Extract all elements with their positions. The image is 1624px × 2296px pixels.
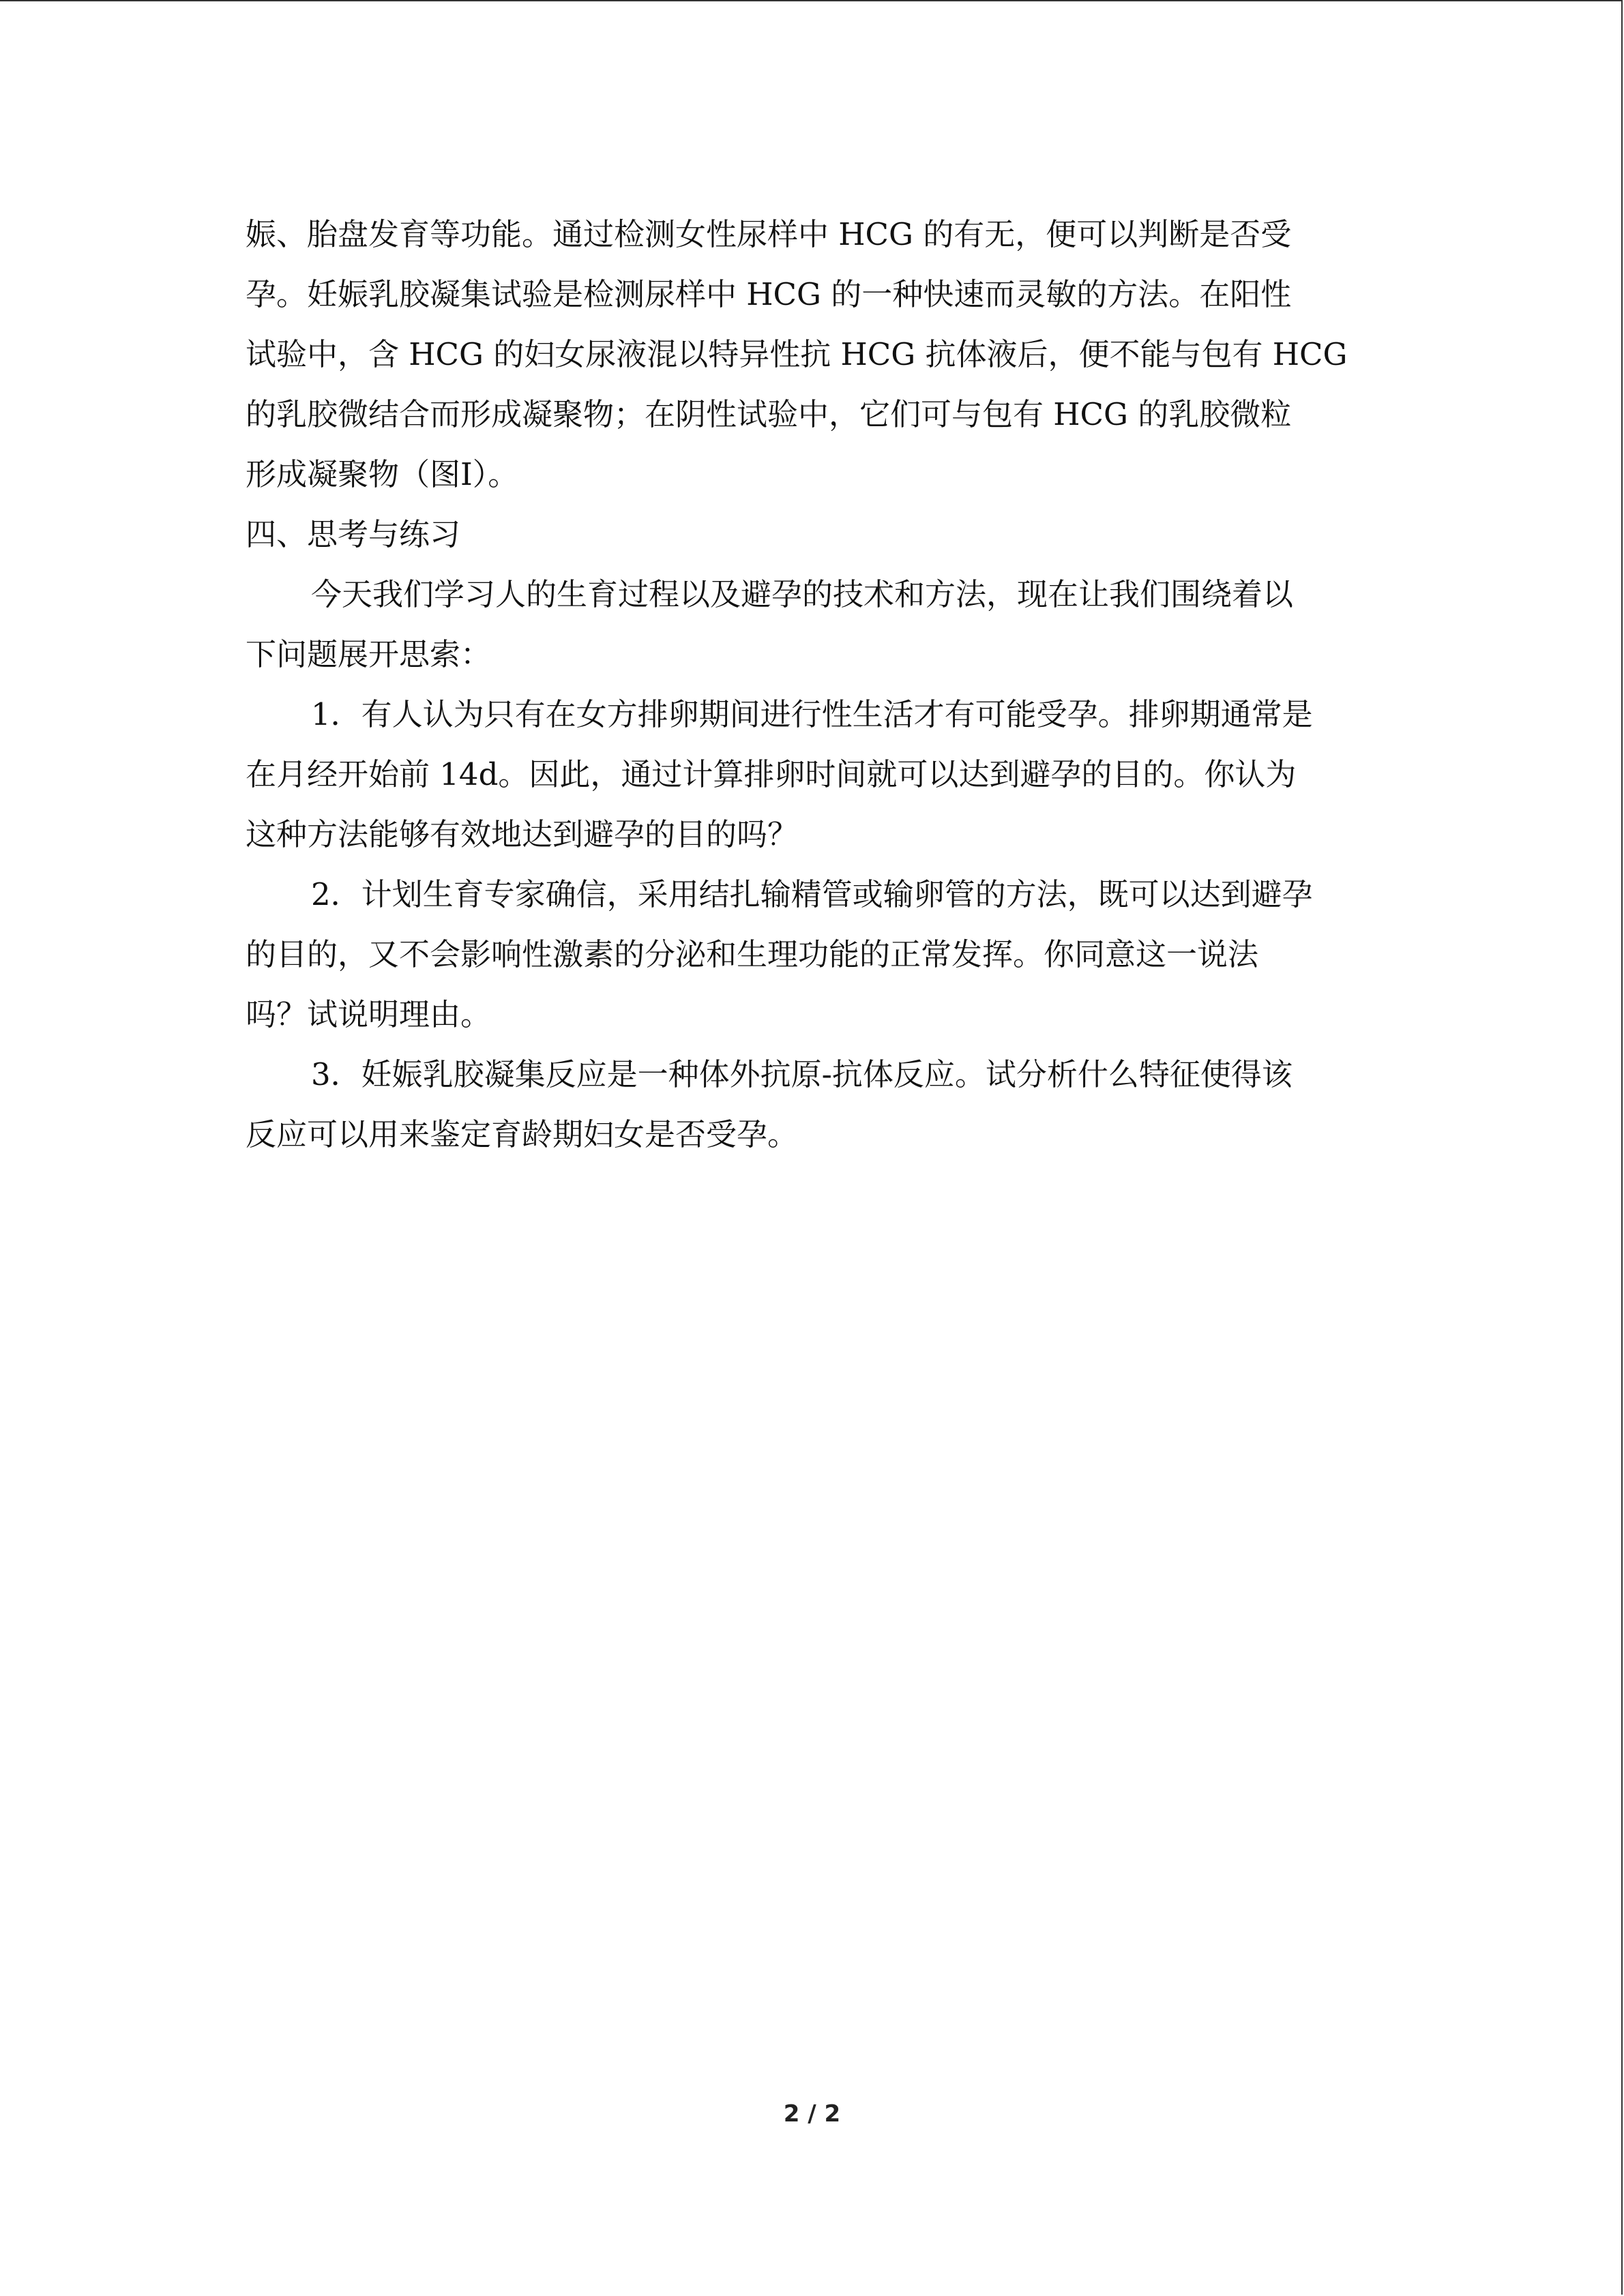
paragraph-hcg-line-5: 形成凝聚物（图Ⅰ）。 (246, 456, 519, 492)
question-2-line-3: 吗？试说明理由。 (246, 996, 492, 1032)
question-3-line-2: 反应可以用来鉴定育龄期妇女是否受孕。 (246, 1116, 799, 1152)
paragraph-hcg-line-1: 娠、胎盘发育等功能。通过检测女性尿样中 HCG 的有无，便可以判断是否受 (246, 216, 1292, 252)
paragraph-hcg-line-3: 试验中，含 HCG 的妇女尿液混以特异性抗 HCG 抗体液后，便不能与包有 HCG (246, 336, 1348, 372)
question-3-line-1: 3．妊娠乳胶凝集反应是一种体外抗原-抗体反应。试分析什么特征使得该 (311, 1056, 1293, 1092)
paragraph-hcg-line-2: 孕。妊娠乳胶凝集试验是检测尿样中 HCG 的一种快速而灵敏的方法。在阳性 (246, 276, 1292, 312)
section-heading: 四、思考与练习 (246, 516, 461, 552)
question-1-line-2: 在月经开始前 14d。因此，通过计算排卵时间就可以达到避孕的目的。你认为 (246, 756, 1297, 792)
intro-line-2: 下问题展开思索： (246, 636, 492, 672)
question-1-line-3: 这种方法能够有效地达到避孕的目的吗？ (246, 816, 799, 852)
question-1-line-1: 1．有人认为只有在女方排卵期间进行性生活才有可能受孕。排卵期通常是 (311, 696, 1313, 732)
page-number: 2 / 2 (783, 2100, 841, 2128)
question-2-line-2: 的目的，又不会影响性激素的分泌和生理功能的正常发挥。你同意这一说法 (246, 936, 1259, 972)
document-body (246, 205, 1378, 1165)
paragraph-hcg-line-4: 的乳胶微结合而形成凝聚物；在阴性试验中，它们可与包有 HCG 的乳胶微粒 (246, 396, 1292, 432)
intro-line-1: 今天我们学习人的生育过程以及避孕的技术和方法，现在让我们围绕着以 (311, 576, 1294, 612)
question-2-line-1: 2．计划生育专家确信，采用结扎输精管或输卵管的方法，既可以达到避孕 (311, 876, 1313, 912)
